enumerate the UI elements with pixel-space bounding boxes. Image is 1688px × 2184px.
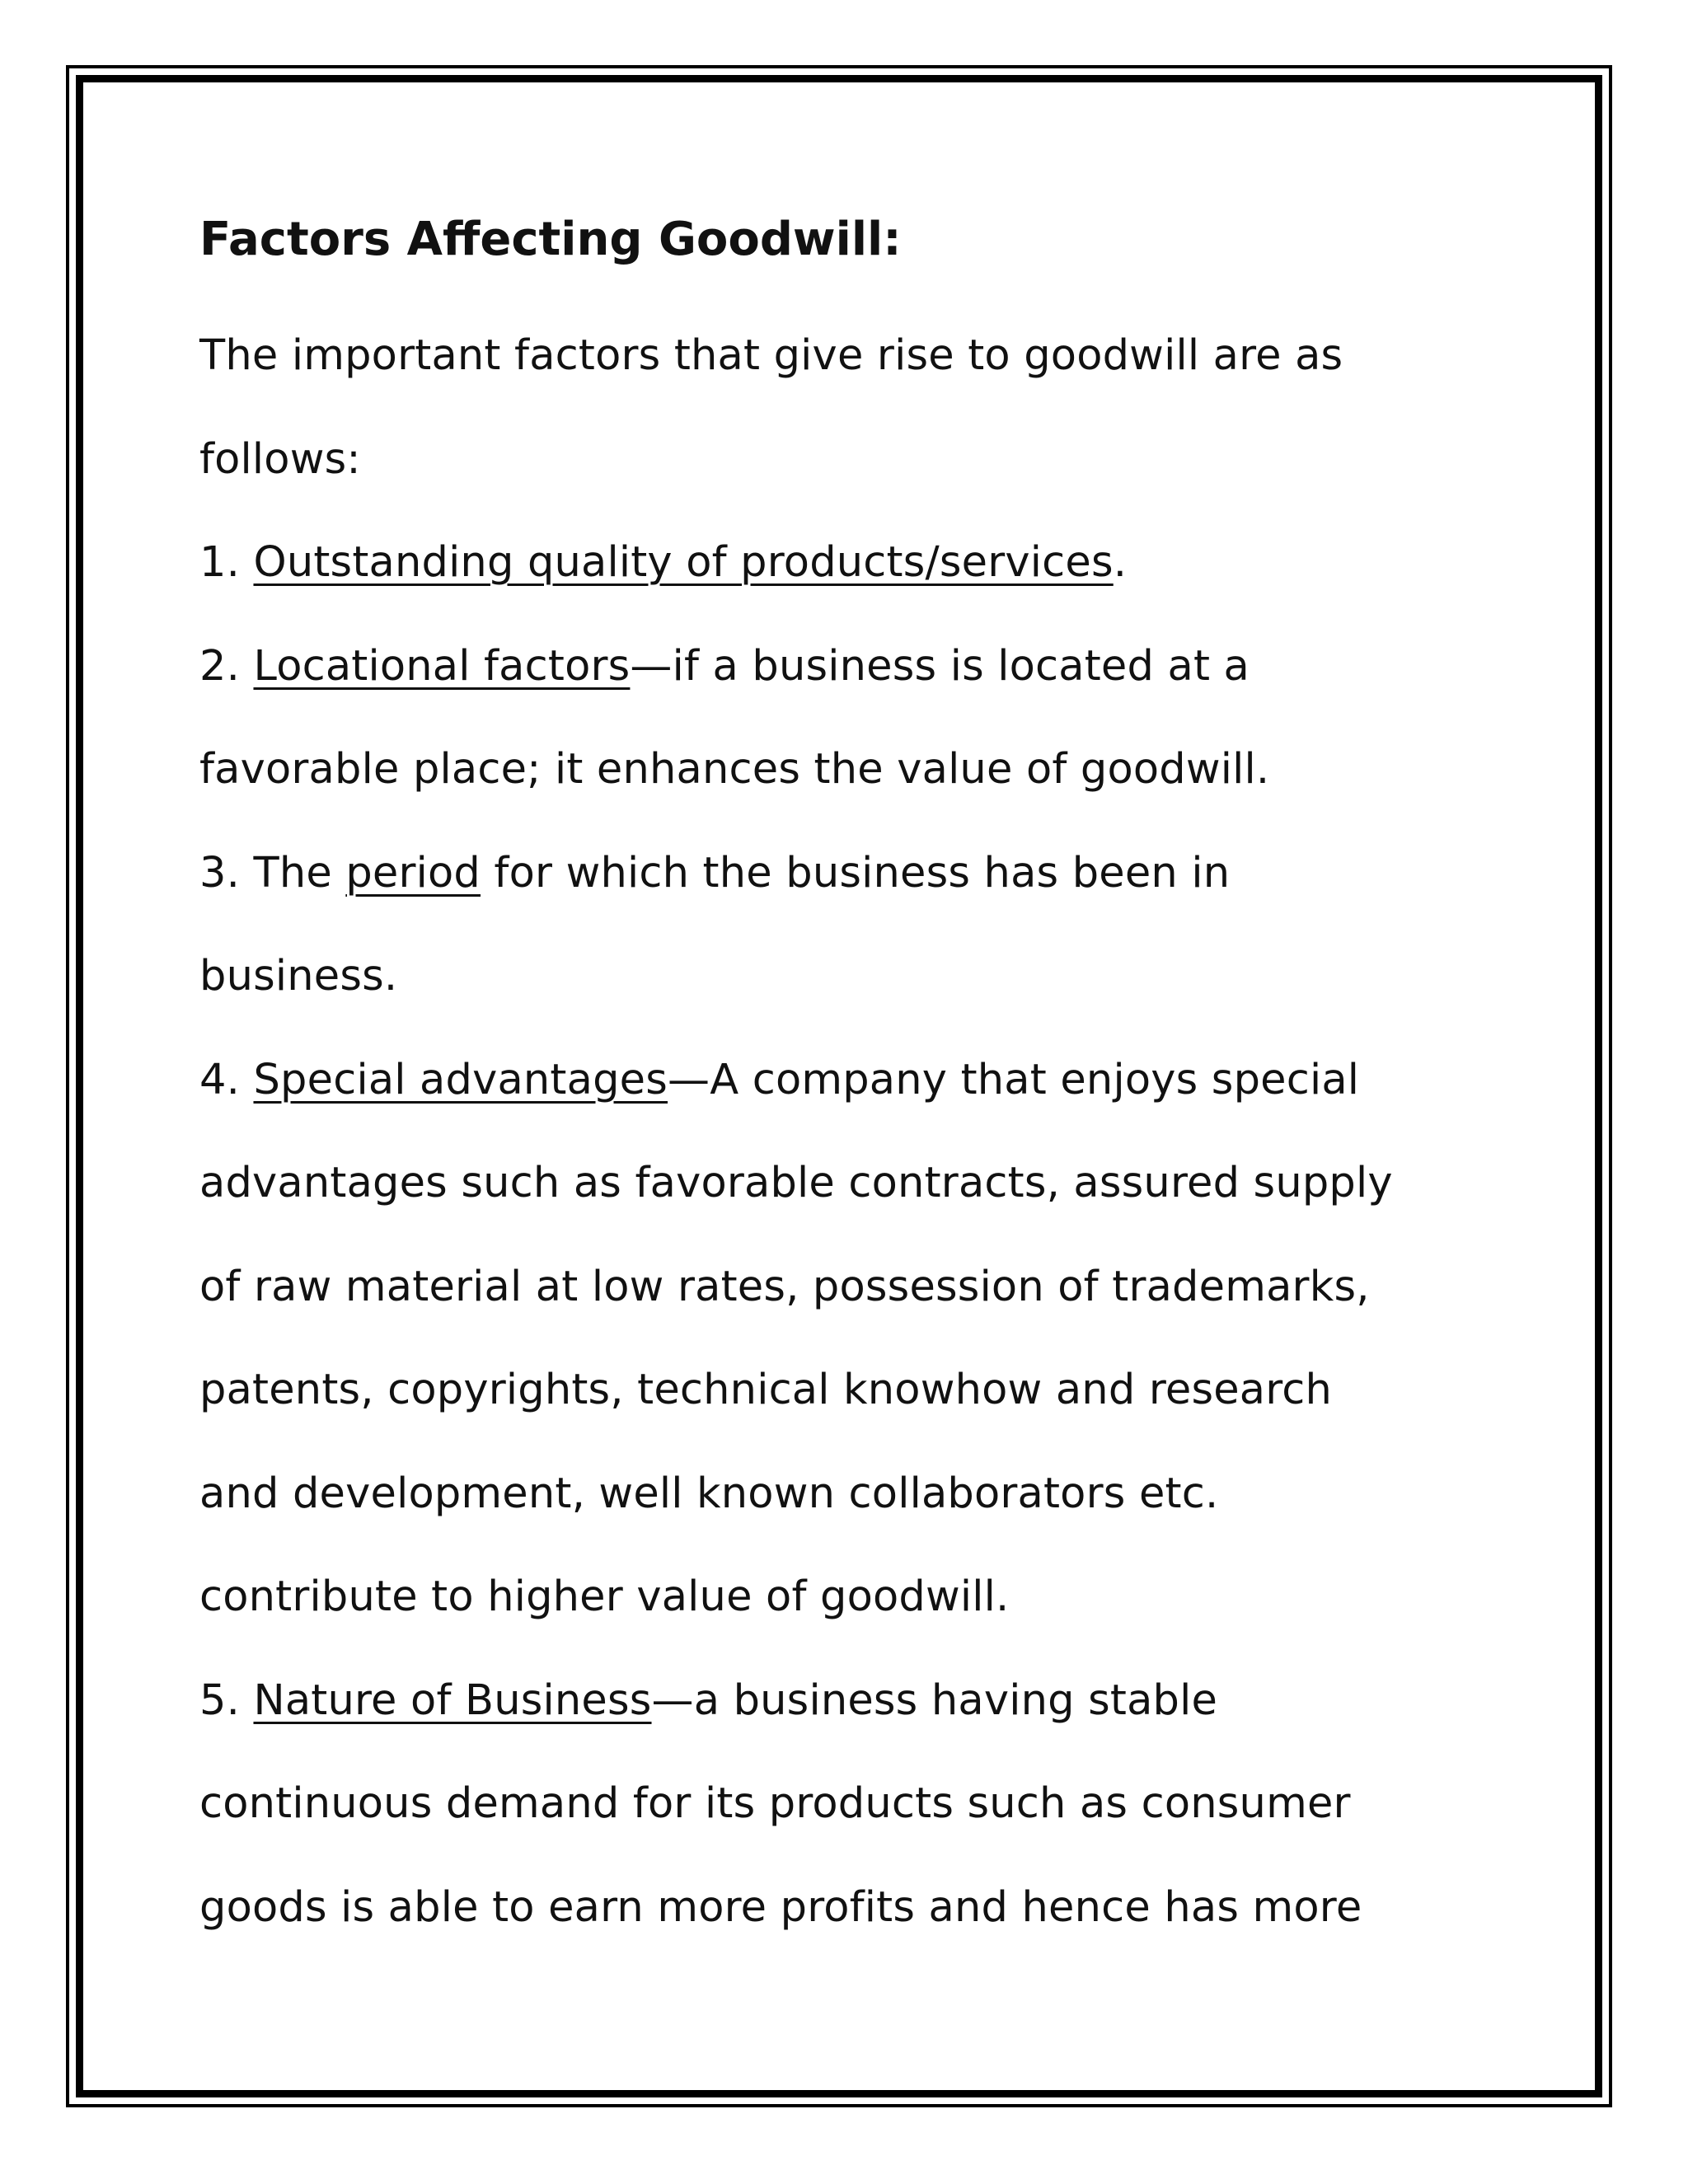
document-title: Factors Affecting Goodwill:: [199, 213, 902, 266]
item-key-term: Special advantages: [253, 1055, 668, 1104]
item-text: for which the business has been in: [481, 848, 1231, 898]
item-number: 2.: [199, 641, 254, 691]
list-item-3: [199, 822, 1518, 926]
list-item-2: [199, 615, 1518, 719]
item-text: .: [1113, 538, 1128, 587]
list-item-3-line-2: business.: [199, 952, 398, 1001]
item-text: —a business having stable: [651, 1675, 1218, 1725]
list-item-5-line-3: goods is able to earn more profits and hence has more: [199, 1882, 1362, 1932]
list-item-4-line-2: advantages such as favorable contracts, assured supply: [199, 1159, 1393, 1207]
item-key-term: Outstanding quality of products/services: [253, 538, 1114, 587]
document-body: [199, 202, 1518, 1959]
item-key-term: period: [345, 848, 481, 898]
item-key-term: Nature of Business: [253, 1675, 652, 1725]
intro-line-1: The important factors that give rise to goodwill are as: [199, 331, 1343, 380]
list-item-4-line-6: contribute to higher value of goodwill.: [199, 1572, 1010, 1621]
list-item-5: [199, 1649, 1518, 1753]
list-item-5-line-2: continuous demand for its products such as consumer: [199, 1779, 1351, 1828]
list-item-2-line-2: favorable place; it enhances the value of goodwill.: [199, 745, 1270, 794]
item-key-term: Locational factors: [253, 641, 631, 691]
item-text: —if a business is located at a: [630, 641, 1250, 691]
list-item-4-line-4: patents, copyrights, technical knowhow and research: [199, 1366, 1333, 1414]
item-text: —A company that enjoys special: [668, 1055, 1360, 1104]
list-item-1: [199, 511, 1518, 615]
item-text-prefix: 3. The: [199, 848, 346, 898]
list-item-4: [199, 1029, 1518, 1132]
item-number: 5.: [199, 1675, 254, 1725]
item-number: 1.: [199, 538, 254, 587]
list-item-4-line-5: and development, well known collaborators etc.: [199, 1469, 1219, 1518]
list-item-4-line-3: of raw material at low rates, possession of trademarks,: [199, 1262, 1370, 1311]
intro-line-2: follows:: [199, 434, 361, 484]
item-number: 4.: [199, 1055, 254, 1104]
